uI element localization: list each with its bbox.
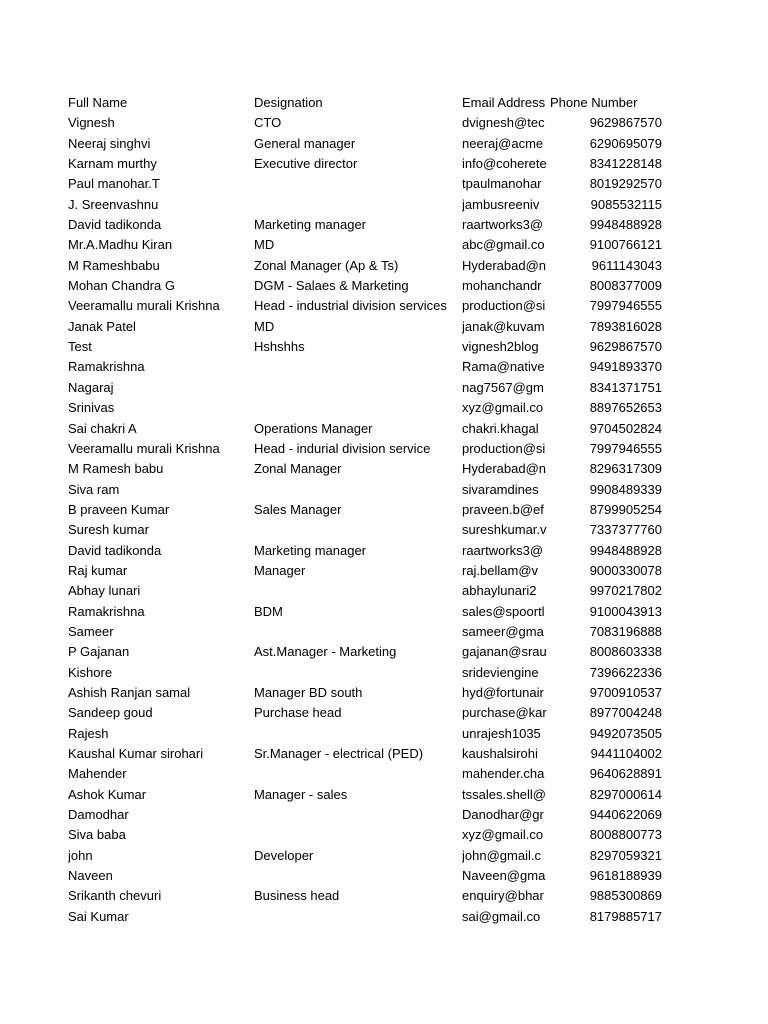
cell-full-name: Nagaraj: [68, 379, 114, 395]
cell-email: dvignesh@tec: [462, 115, 545, 131]
cell-designation: Sales Manager: [254, 501, 342, 517]
cell-designation: Head - indurial division service: [254, 440, 431, 456]
cell-phone: 7396622336: [589, 664, 662, 680]
cell-phone: 7893816028: [589, 318, 662, 334]
cell-designation: Executive director: [254, 156, 358, 172]
cell-designation: Business head: [254, 888, 340, 904]
cell-designation: Zonal Manager: [254, 461, 342, 477]
cell-phone: 8008800773: [589, 827, 662, 843]
cell-phone: 9100766121: [589, 237, 662, 253]
cell-phone: 8008603338: [589, 644, 662, 660]
cell-phone: 8977004248: [589, 705, 662, 721]
cell-email: raartworks3@: [462, 217, 544, 233]
cell-email: Naveen@gma: [462, 868, 546, 884]
cell-email: mahender.cha: [462, 766, 545, 782]
cell-designation: Zonal Manager (Ap & Ts): [254, 257, 399, 273]
cell-email: john@gmail.c: [462, 847, 541, 863]
cell-phone: 8799905254: [589, 501, 662, 517]
cell-full-name: Mohan Chandra G: [68, 278, 175, 294]
cell-phone: 9948488928: [589, 217, 662, 233]
cell-full-name: Sandeep goud: [68, 705, 153, 721]
cell-email: raartworks3@: [462, 542, 544, 558]
cell-phone: 9908489339: [589, 481, 662, 497]
cell-phone: 9491893370: [589, 359, 662, 375]
cell-email: production@si: [462, 298, 546, 314]
cell-email: kaushalsirohi: [462, 746, 538, 761]
cell-email: nag7567@gm: [462, 379, 544, 395]
cell-full-name: Mr.A.Madhu Kiran: [68, 237, 173, 253]
cell-phone: 9492073505: [589, 725, 662, 741]
cell-email: info@coherete: [462, 156, 547, 172]
cell-email: janak@kuvam: [462, 318, 545, 334]
cell-full-name: Ramakrishna: [68, 603, 145, 619]
cell-email: abhaylunari2: [462, 583, 537, 599]
cell-email: production@si: [462, 440, 546, 456]
cell-phone: 9704502824: [589, 420, 662, 436]
cell-full-name: Siva baba: [68, 827, 126, 843]
cell-email: abc@gmail.co: [462, 237, 545, 253]
cell-full-name: M Rameshbabu: [68, 257, 160, 273]
cell-designation: Marketing manager: [254, 217, 366, 233]
cell-designation: Ast.Manager - Marketing: [254, 644, 397, 660]
cell-phone: 8179885717: [589, 908, 662, 924]
cell-email: Danodhar@gr: [462, 807, 544, 823]
header-email-address: Email Address: [462, 95, 546, 110]
cell-email: enquiry@bhar: [462, 888, 544, 904]
cell-email: unrajesh1035: [462, 725, 541, 741]
cell-designation: Sr.Manager - electrical (PED): [254, 746, 424, 761]
cell-full-name: Kaushal Kumar sirohari: [68, 746, 204, 761]
cell-full-name: Damodhar: [68, 807, 129, 823]
cell-full-name: Sai chakri A: [68, 420, 137, 436]
header-phone-number: Phone Number: [550, 95, 638, 110]
cell-designation: Hshshhs: [254, 339, 305, 355]
cell-email: gajanan@srau: [462, 644, 547, 660]
cell-email: mohanchandr: [462, 278, 542, 294]
cell-full-name: Paul manohar.T: [68, 176, 160, 192]
cell-phone: 9085532115: [590, 196, 662, 212]
cell-full-name: Karnam murthy: [68, 156, 157, 172]
cell-phone: 7997946555: [589, 440, 662, 456]
cell-designation: Operations Manager: [254, 420, 373, 436]
cell-phone: 8297059321: [589, 847, 662, 863]
cell-email: Rama@native: [462, 359, 545, 375]
cell-designation: Developer: [254, 847, 314, 863]
cell-full-name: Veeramallu murali Krishna: [68, 440, 220, 456]
cell-email: sivaramdines: [462, 481, 539, 497]
cell-phone: 8008377009: [589, 278, 662, 294]
cell-email: sameer@gma: [462, 623, 544, 639]
cell-email: hyd@fortunair: [462, 684, 544, 700]
cell-full-name: Srinivas: [68, 400, 115, 416]
cell-full-name: Abhay lunari: [68, 583, 141, 599]
cell-phone: 8341371751: [589, 379, 662, 395]
cell-designation: Manager - sales: [254, 786, 348, 802]
cell-phone: 9948488928: [589, 542, 662, 558]
cell-phone: 9885300869: [589, 888, 662, 904]
cell-full-name: Ashok Kumar: [68, 786, 147, 802]
cell-phone: 9100043913: [589, 603, 662, 619]
cell-phone: 9970217802: [589, 583, 662, 599]
cell-designation: DGM - Salaes & Marketing: [254, 278, 409, 294]
cell-designation: Marketing manager: [254, 542, 366, 558]
cell-full-name: Veeramallu murali Krishna: [68, 298, 220, 314]
cell-designation: Manager: [254, 562, 306, 578]
cell-phone: 9629867570: [589, 339, 662, 355]
cell-full-name: Vignesh: [68, 115, 115, 131]
cell-email: srideviengine: [462, 664, 539, 680]
cell-email: sai@gmail.co: [462, 908, 541, 924]
cell-full-name: David tadikonda: [68, 542, 162, 558]
cell-email: xyz@gmail.co: [462, 827, 544, 843]
cell-full-name: J. Sreenvashnu: [68, 196, 159, 212]
cell-email: jambusreeniv: [462, 196, 540, 212]
cell-email: raj.bellam@v: [462, 562, 539, 578]
cell-email: sales@spoortl: [462, 603, 545, 619]
cell-full-name: Test: [68, 339, 92, 355]
cell-full-name: john: [68, 847, 93, 863]
cell-full-name: Neeraj singhvi: [68, 135, 151, 151]
header-full-name: Full Name: [68, 95, 128, 110]
cell-full-name: Sai Kumar: [68, 908, 129, 924]
cell-phone: 8297000614: [589, 786, 662, 802]
cell-phone: 9611143043: [591, 257, 662, 273]
cell-email: vignesh2blog: [462, 339, 539, 355]
cell-phone: 9441104002: [590, 746, 662, 761]
cell-email: Hyderabad@n: [462, 257, 547, 273]
cell-email: neeraj@acme: [462, 135, 544, 151]
header-designation: Designation: [254, 95, 323, 110]
cell-email: praveen.b@ef: [462, 501, 544, 517]
cell-full-name: M Ramesh babu: [68, 461, 164, 477]
cell-full-name: Ramakrishna: [68, 359, 145, 375]
cell-full-name: Suresh kumar: [68, 522, 149, 538]
cell-full-name: Srikanth chevuri: [68, 888, 162, 904]
cell-phone: 7337377760: [589, 522, 662, 538]
cell-designation: Purchase head: [254, 705, 342, 721]
cell-full-name: Kishore: [68, 664, 113, 680]
cell-phone: 9440622069: [589, 807, 662, 823]
cell-full-name: B praveen Kumar: [68, 501, 170, 517]
cell-phone: 9629867570: [589, 115, 662, 131]
cell-phone: 7083196888: [589, 623, 662, 639]
cell-full-name: Raj kumar: [68, 562, 128, 578]
cell-phone: 8296317309: [589, 461, 662, 477]
cell-full-name: Rajesh: [68, 725, 109, 741]
cell-designation: BDM: [254, 603, 283, 619]
cell-phone: 9000330078: [589, 562, 662, 578]
cell-full-name: Sameer: [68, 623, 114, 639]
cell-full-name: David tadikonda: [68, 217, 162, 233]
cell-designation: Manager BD south: [254, 684, 363, 700]
cell-email: purchase@kar: [462, 705, 547, 721]
cell-phone: 8019292570: [589, 176, 662, 192]
cell-full-name: Janak Patel: [68, 318, 136, 334]
cell-full-name: Naveen: [68, 868, 113, 884]
cell-designation: CTO: [254, 115, 282, 131]
cell-designation: MD: [254, 318, 275, 334]
cell-full-name: Mahender: [68, 766, 127, 782]
cell-phone: 9618188939: [589, 868, 662, 884]
cell-phone: 6290695079: [589, 135, 662, 151]
cell-full-name: P Gajanan: [68, 644, 130, 660]
cell-email: sureshkumar.v: [462, 522, 547, 538]
cell-email: xyz@gmail.co: [462, 400, 544, 416]
cell-phone: 9700910537: [589, 684, 662, 700]
cell-designation: MD: [254, 237, 275, 253]
cell-phone: 8341228148: [589, 156, 662, 172]
cell-phone: 7997946555: [589, 298, 662, 314]
cell-phone: 8897652653: [589, 400, 662, 416]
cell-email: tssales.shell@: [462, 786, 547, 802]
cell-email: tpaulmanohar: [462, 176, 542, 192]
cell-email: chakri.khagal: [462, 420, 539, 436]
cell-email: Hyderabad@n: [462, 461, 547, 477]
cell-designation: Head - industrial division services: [254, 298, 447, 314]
cell-phone: 9640628891: [589, 766, 662, 782]
cell-full-name: Siva ram: [68, 481, 120, 497]
cell-full-name: Ashish Ranjan samal: [68, 684, 191, 700]
cell-designation: General manager: [254, 135, 356, 151]
